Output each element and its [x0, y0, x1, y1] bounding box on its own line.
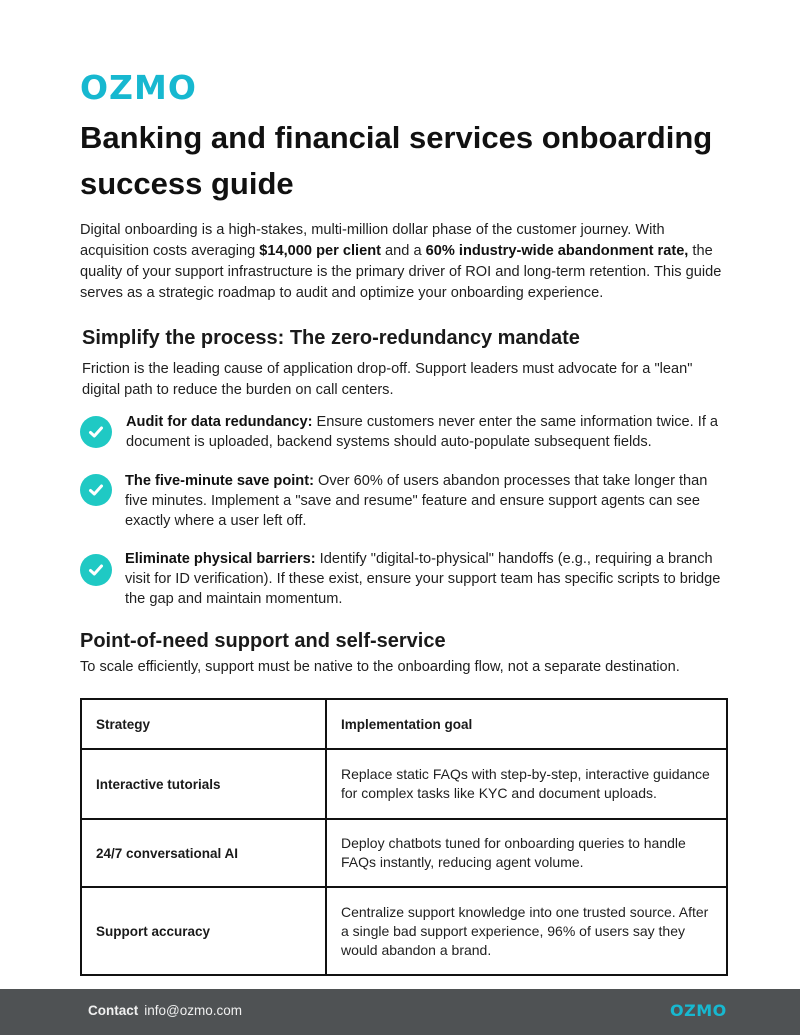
strategy-cell: Support accuracy: [81, 887, 326, 975]
intro-paragraph: [80, 220, 730, 304]
checklist-item-title: The five-minute save point:: [125, 473, 314, 489]
section1-description: Friction is the leading cause of application drop-off. Support leaders must advocate for a "lean" digital path to reduce the burden on call centers.: [82, 361, 693, 398]
intro-text-3: the quality of your support infrastructure is the primary driver of ROI and long-term retention. This guide serves as a strategic roadmap to audit and optimize your onboarding experience.: [80, 243, 722, 301]
goal-cell: Replace static FAQs with step-by-step, interactive guidance for complex tasks like KYC and document uploads.: [326, 749, 727, 819]
footer-contact: [88, 1003, 242, 1018]
page-title: Banking and financial services onboarding success guide: [80, 120, 713, 201]
contact-label: Contact: [88, 1003, 139, 1018]
contact-email-link[interactable]: info@ozmo.com: [144, 1003, 242, 1018]
strategy-table: [80, 698, 728, 976]
footer-bar: [0, 989, 800, 1035]
checklist-item-title: Eliminate physical barriers:: [125, 551, 316, 567]
checklist-item-body: Identify "digital-to-physical" handoffs (e.g., requiring a branch visit for ID verification). If these exist, ensure your support team has specific scripts to bridge the gap and maintain momentum.: [125, 551, 721, 607]
check-circle-icon: [80, 554, 112, 586]
footer-ozmo-logo: OZMO: [670, 1001, 727, 1020]
section2-description: To scale efficiently, support must be native to the onboarding flow, not a separate destination.: [80, 659, 680, 675]
checklist-item-text: [125, 549, 725, 609]
section2-heading: Point-of-need support and self-service: [80, 630, 446, 652]
intro-text-1: Digital onboarding is a high-stakes, multi-million dollar phase of the customer journey. With acquisition costs averaging: [80, 222, 665, 259]
goal-cell: Deploy chatbots tuned for onboarding queries to handle FAQs instantly, reducing agent volume.: [326, 819, 727, 887]
checklist-item-text: [126, 412, 726, 452]
ozmo-logo: OZMO: [80, 68, 197, 107]
intro-bold-rate: 60% industry-wide abandonment rate,: [425, 243, 689, 259]
checklist-item-body: Over 60% of users abandon processes that take longer than five minutes. Implement a "save and resume" feature and ensure support agents can see exactly where a user left off.: [125, 473, 708, 529]
checklist-item-title: Audit for data redundancy:: [126, 414, 313, 430]
checklist-item-text: [125, 471, 725, 531]
column-header-implementation-goal: Implementation goal: [326, 699, 727, 749]
strategy-cell: Interactive tutorials: [81, 749, 326, 819]
intro-bold-cost: $14,000 per client: [259, 243, 381, 259]
check-circle-icon: [80, 474, 112, 506]
intro-text-2: and a: [380, 243, 426, 259]
goal-cell: Centralize support knowledge into one trusted source. After a single bad support experience, 96% of users say they would abandon a brand.: [326, 887, 727, 975]
column-header-strategy: Strategy: [81, 699, 326, 749]
checklist-item-body: Ensure customers never enter the same information twice. If a document is uploaded, backend systems should auto-populate subsequent fields.: [126, 414, 719, 450]
strategy-cell: 24/7 conversational AI: [81, 819, 326, 887]
table-header-row: [81, 699, 727, 749]
table-row: [81, 819, 727, 887]
check-circle-icon: [80, 416, 112, 448]
table-row: [81, 887, 727, 975]
table-row: [81, 749, 727, 819]
section1-heading: Simplify the process: The zero-redundancy mandate: [82, 327, 580, 349]
